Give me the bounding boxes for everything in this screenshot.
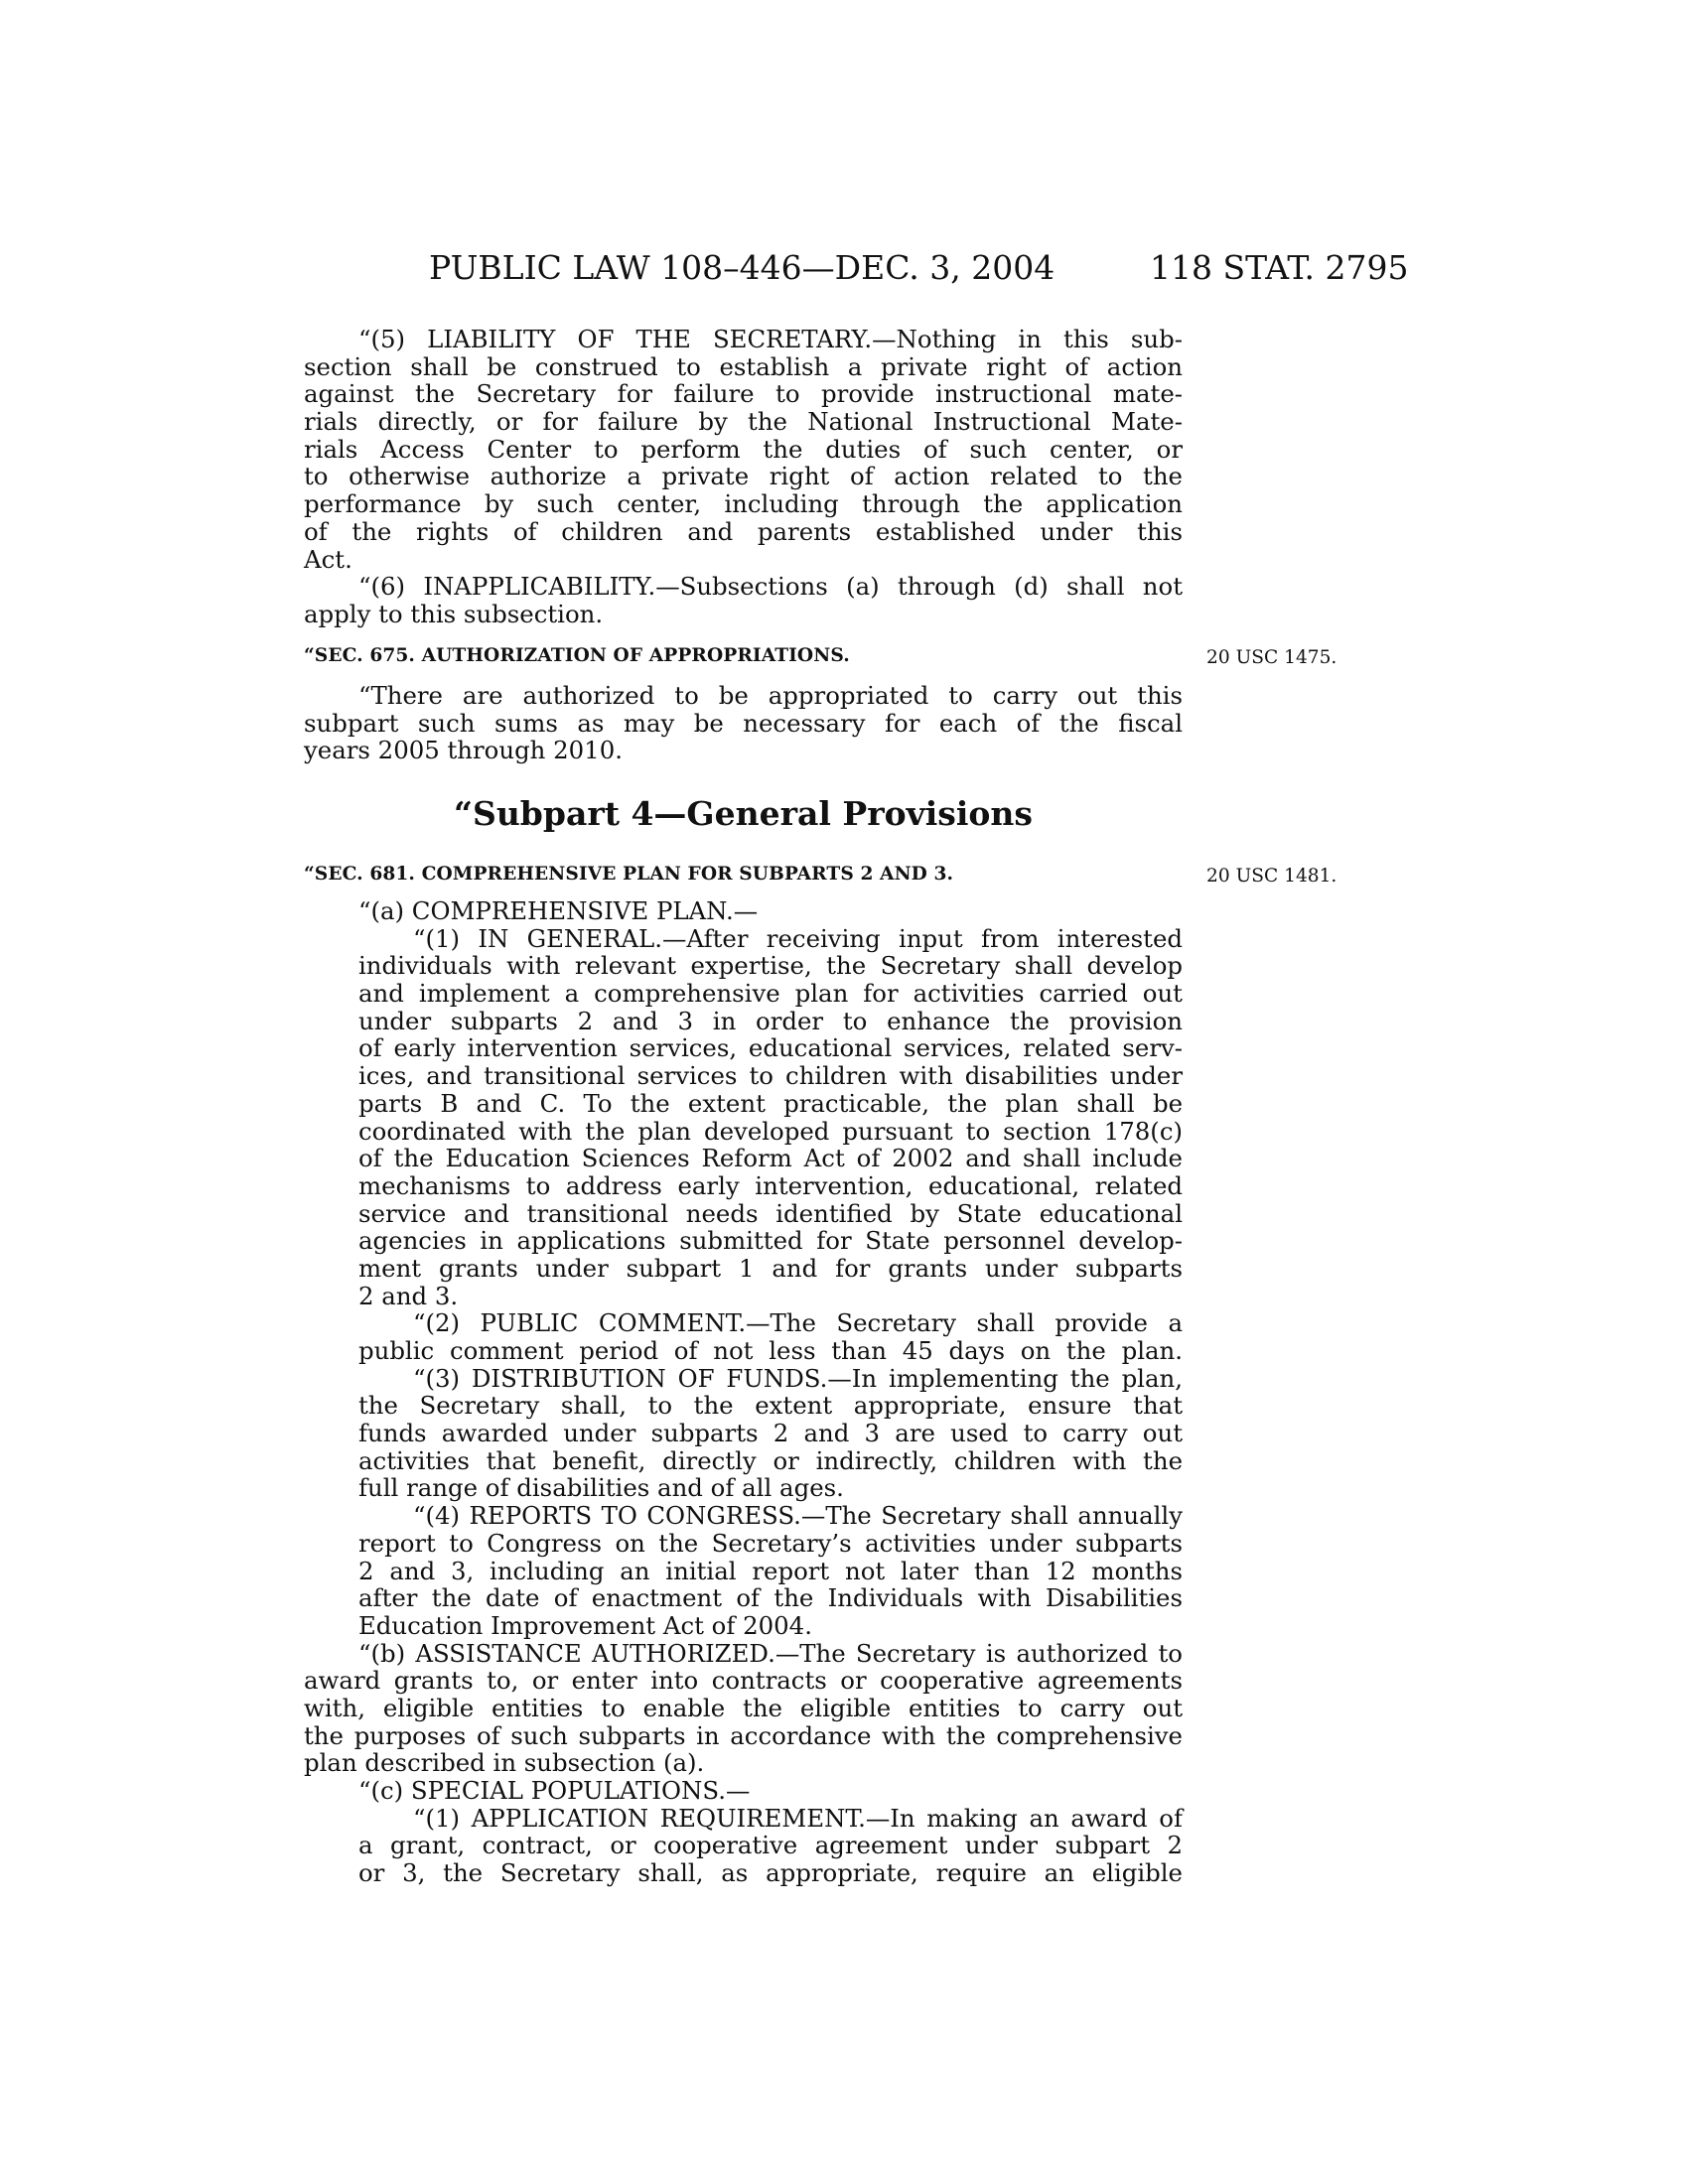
section-681-citation: 20 USC 1481.	[1206, 866, 1337, 887]
text-line: public comment period of not less than 45 days on the plan.	[358, 1336, 1183, 1365]
text-line: after the date of enactment of the Individuals with Disabilities	[358, 1583, 1183, 1613]
text-line: with, eligible entities to enable the eligible entities to carry out	[304, 1693, 1183, 1722]
subsection-c-heading: “(c) SPECIAL POPULATIONS.—	[358, 1776, 751, 1805]
text-line: service and transitional needs identified by State educational	[358, 1198, 1183, 1228]
text-line: a grant, contract, or cooperative agreement under subpart 2	[358, 1831, 1183, 1860]
text-line: apply to this subsection.	[304, 599, 604, 628]
text-line: plan described in subsection (a).	[304, 1748, 705, 1778]
text-line: report to Congress on the Secretary’s activities under subparts	[358, 1528, 1183, 1558]
section-675-text	[304, 682, 1183, 764]
text-line: against the Secretary for failure to provide instructional mate-	[304, 379, 1183, 409]
text-line: Act.	[304, 544, 352, 574]
text-line: of early intervention services, educational services, related serv-	[358, 1033, 1183, 1063]
subsection-a-heading: “(a) COMPREHENSIVE PLAN.—	[358, 896, 759, 925]
text-line: “(5) LIABILITY OF THE SECRETARY.—Nothing in this sub-	[358, 325, 1183, 353]
text-line: under subparts 2 and 3 in order to enhance the provision	[358, 1006, 1183, 1035]
text-line: mechanisms to address early intervention, educational, related	[358, 1170, 1183, 1200]
text-line: “There are authorized to be appropriated to carry out this	[358, 681, 1183, 710]
text-line: the purposes of such subparts in accordance with the comprehensive	[304, 1720, 1183, 1750]
text-line: funds awarded under subparts 2 and 3 are used to carry out	[358, 1419, 1183, 1448]
text-line: the Secretary shall, to the extent appropriate, ensure that	[358, 1391, 1183, 1421]
text-line: and implement a comprehensive plan for activities carried out	[358, 979, 1183, 1009]
text-line: “(1) APPLICATION REQUIREMENT.—In making an award of	[413, 1803, 1183, 1833]
text-line: individuals with relevant expertise, the Secretary shall develop	[358, 951, 1183, 981]
text-line: activities that benefit, directly or indirectly, children with the	[358, 1445, 1183, 1475]
text-line: to otherwise authorize a private right of action related to the	[304, 462, 1183, 491]
subpart-4-title: “Subpart 4—General Provisions	[454, 794, 1033, 833]
section-675-citation: 20 USC 1475.	[1206, 647, 1337, 668]
section-681-heading: “SEC. 681. COMPREHENSIVE PLAN FOR SUBPARTS 2 AND 3.	[304, 864, 954, 885]
text-line: rials directly, or for failure by the National Instructional Mate-	[304, 407, 1183, 437]
text-line: or 3, the Secretary shall, as appropriate, require an eligible	[358, 1858, 1183, 1888]
text-line: parts B and C. To the extent practicable, the plan shall be	[358, 1088, 1183, 1118]
text-line: agencies in applications submitted for State personnel develop-	[358, 1226, 1183, 1256]
text-line: ices, and transitional services to children with disabilities under	[358, 1061, 1183, 1091]
text-line: performance by such center, including through the application	[304, 489, 1183, 519]
text-line: “(2) PUBLIC COMMENT.—The Secretary shall provide a	[413, 1308, 1183, 1338]
text-line: “(b) ASSISTANCE AUTHORIZED.—The Secretary is authorized to	[358, 1638, 1183, 1668]
text-line: 2 and 3, including an initial report not later than 12 months	[358, 1556, 1183, 1585]
text-line: 2 and 3.	[358, 1281, 459, 1310]
running-header-stat: 118 STAT. 2795	[1150, 248, 1409, 287]
text-line: “(3) DISTRIBUTION OF FUNDS.—In implementing the plan,	[413, 1363, 1183, 1393]
section-675-heading: “SEC. 675. AUTHORIZATION OF APPROPRIATIONS.	[304, 645, 850, 666]
text-line: “(4) REPORTS TO CONGRESS.—The Secretary shall annually	[413, 1501, 1183, 1531]
paragraph-5-6	[304, 326, 1183, 628]
text-line: of the Education Sciences Reform Act of 2002 and shall include	[358, 1144, 1183, 1173]
text-line: years 2005 through 2010.	[304, 736, 623, 765]
text-line: section shall be construed to establish a private right of action	[304, 351, 1183, 381]
text-line: rials Access Center to perform the duties of such center, or	[304, 434, 1183, 464]
text-line: full range of disabilities and of all ages.	[358, 1473, 844, 1503]
text-line: “(1) IN GENERAL.—After receiving input from interested	[413, 923, 1183, 953]
text-line: coordinated with the plan developed pursuant to section 178(c)	[358, 1116, 1183, 1146]
running-header-law: PUBLIC LAW 108–446—DEC. 3, 2004	[429, 248, 1055, 287]
text-line: subpart such sums as may be necessary for each of the fiscal	[304, 708, 1183, 738]
section-681-text	[304, 897, 1183, 1887]
text-line: award grants to, or enter into contracts or cooperative agreements	[304, 1666, 1183, 1696]
text-line: of the rights of children and parents established under this	[304, 516, 1183, 546]
text-line: ment grants under subpart 1 and for grants under subparts	[358, 1253, 1183, 1283]
text-line: Education Improvement Act of 2004.	[358, 1610, 812, 1640]
text-line: “(6) INAPPLICABILITY.—Subsections (a) through (d) shall not	[358, 572, 1183, 602]
